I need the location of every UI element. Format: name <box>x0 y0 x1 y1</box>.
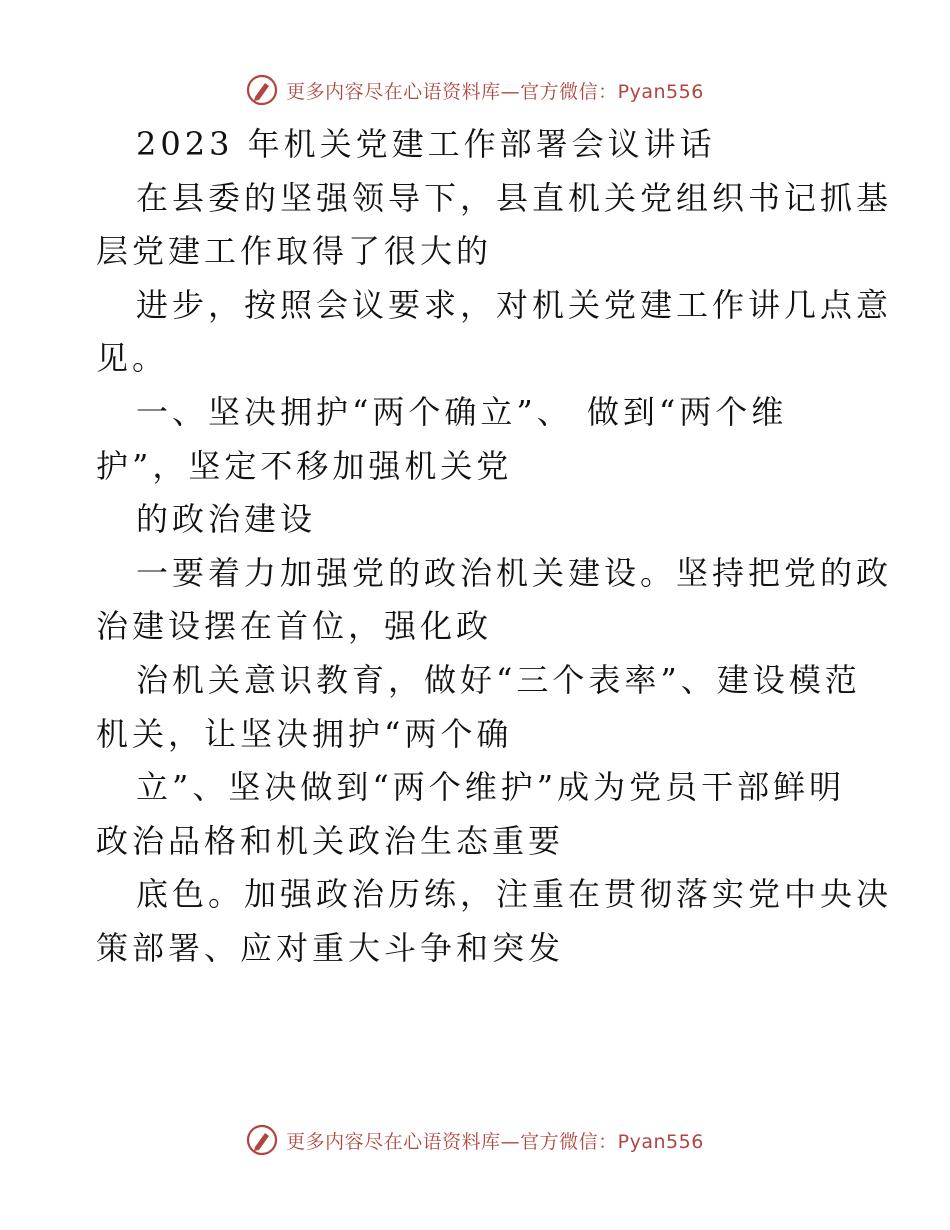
text-line: 机关，让坚决拥护“两个确 <box>96 714 513 753</box>
text-line: 层党建工作取得了很大的 <box>96 232 493 271</box>
text-line: 进步，按照会议要求，对机关党建工作讲几点意 <box>136 285 893 324</box>
document-body <box>96 118 893 976</box>
pen-logo-icon <box>246 1124 278 1156</box>
text-line: 治机关意识教育，做好“三个表率”、建设模范 <box>136 660 861 699</box>
text-line: 治建设摆在首位，强化政 <box>96 607 493 646</box>
text-line: 见。 <box>96 339 169 378</box>
watermark-text: 更多内容尽在心语资料库—官方微信：Pyan556 <box>286 1130 704 1153</box>
text-line: 一要着力加强党的政治机关建设。坚持把党的政 <box>136 553 893 592</box>
text-line: 在县委的坚强领导下，县直机关党组织书记抓基 <box>136 178 893 217</box>
footer-watermark <box>0 1120 950 1160</box>
text-line: 底色。加强政治历练，注重在贯彻落实党中央决 <box>136 875 893 914</box>
watermark-text: 更多内容尽在心语资料库—官方微信：Pyan556 <box>286 80 704 103</box>
text-line: 2023 年机关党建工作部署会议讲话 <box>136 125 716 163</box>
text-line: 政治品格和机关政治生态重要 <box>96 821 565 860</box>
text-line: 护”，坚定不移加强机关党 <box>96 446 513 485</box>
text-line: 立”、坚决做到“两个维护”成为党员干部鲜明 <box>136 768 846 807</box>
pen-logo-icon <box>246 74 278 106</box>
text-line: 一、坚决拥护“两个确立”、 做到“两个维 <box>136 392 788 431</box>
header-watermark <box>0 70 950 110</box>
text-line: 的政治建设 <box>136 500 317 539</box>
text-line: 策部署、应对重大斗争和突发 <box>96 928 565 967</box>
